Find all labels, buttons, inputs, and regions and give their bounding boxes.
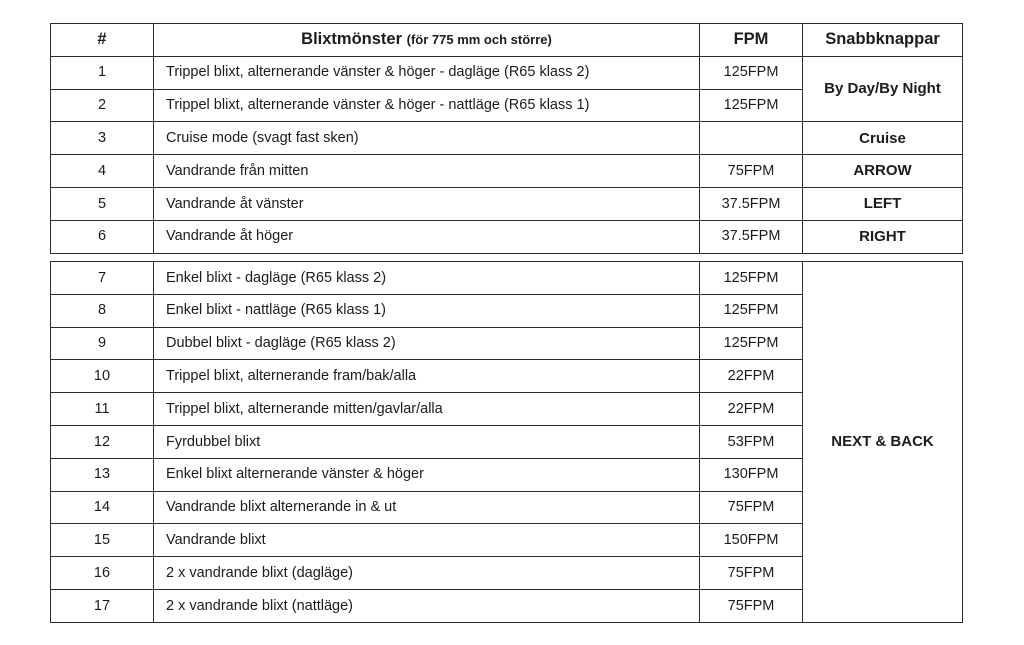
fpm-cell: 125FPM xyxy=(700,262,803,295)
pattern-cell: Vandrande blixt xyxy=(154,524,700,557)
pattern-cell: Vandrande blixt alternerande in & ut xyxy=(154,491,700,524)
table-row xyxy=(51,122,963,155)
pattern-cell: Vandrande från mitten xyxy=(154,155,700,188)
flash-pattern-table-extended xyxy=(50,261,963,623)
fpm-cell: 130FPM xyxy=(700,458,803,491)
column-header-number: # xyxy=(51,24,154,57)
fpm-cell: 22FPM xyxy=(700,393,803,426)
row-number-cell: 3 xyxy=(51,122,154,155)
table-row xyxy=(51,262,963,295)
fpm-cell: 37.5FPM xyxy=(700,187,803,220)
pattern-header-title: Blixtmönster xyxy=(301,30,403,49)
pattern-header-subtitle: (för 775 mm och större) xyxy=(406,32,552,48)
button-cell: ARROW xyxy=(803,155,963,188)
row-number-cell: 7 xyxy=(51,262,154,295)
fpm-cell: 37.5FPM xyxy=(700,220,803,253)
merged-button-cell: NEXT & BACK xyxy=(803,262,963,623)
row-number-cell: 16 xyxy=(51,557,154,590)
table-row xyxy=(51,220,963,253)
button-cell: RIGHT xyxy=(803,220,963,253)
table-row xyxy=(51,155,963,188)
column-header-buttons: Snabbknappar xyxy=(803,24,963,57)
row-number-cell: 6 xyxy=(51,220,154,253)
fpm-cell: 75FPM xyxy=(700,557,803,590)
pattern-cell: 2 x vandrande blixt (nattläge) xyxy=(154,589,700,622)
row-number-cell: 12 xyxy=(51,425,154,458)
row-number-cell: 9 xyxy=(51,327,154,360)
fpm-cell: 75FPM xyxy=(700,589,803,622)
row-number-cell: 15 xyxy=(51,524,154,557)
table-row xyxy=(51,56,963,89)
merged-button-cell: By Day/By Night xyxy=(803,56,963,122)
pattern-cell: Dubbel blixt - dagläge (R65 klass 2) xyxy=(154,327,700,360)
fpm-cell: 125FPM xyxy=(700,56,803,89)
pattern-cell: Enkel blixt - dagläge (R65 klass 2) xyxy=(154,262,700,295)
pattern-cell: Trippel blixt, alternerande fram/bak/alla xyxy=(154,360,700,393)
pattern-cell: Trippel blixt, alternerande vänster & höger - nattläge (R65 klass 1) xyxy=(154,89,700,122)
pattern-cell: Enkel blixt alternerande vänster & höger xyxy=(154,458,700,491)
column-header-fpm: FPM xyxy=(700,24,803,57)
pattern-cell: 2 x vandrande blixt (dagläge) xyxy=(154,557,700,590)
pattern-cell: Trippel blixt, alternerande mitten/gavlar/alla xyxy=(154,393,700,426)
button-cell: Cruise xyxy=(803,122,963,155)
fpm-cell: 125FPM xyxy=(700,327,803,360)
fpm-cell: 75FPM xyxy=(700,155,803,188)
row-number-cell: 5 xyxy=(51,187,154,220)
pattern-cell: Enkel blixt - nattläge (R65 klass 1) xyxy=(154,294,700,327)
row-number-cell: 4 xyxy=(51,155,154,188)
flash-pattern-table-main xyxy=(50,23,963,254)
pattern-cell: Vandrande åt höger xyxy=(154,220,700,253)
pattern-cell: Fyrdubbel blixt xyxy=(154,425,700,458)
row-number-cell: 11 xyxy=(51,393,154,426)
header-row xyxy=(51,24,963,57)
row-number-cell: 2 xyxy=(51,89,154,122)
row-number-cell: 10 xyxy=(51,360,154,393)
fpm-cell: 75FPM xyxy=(700,491,803,524)
fpm-cell: 53FPM xyxy=(700,425,803,458)
fpm-cell: 22FPM xyxy=(700,360,803,393)
column-header-pattern xyxy=(154,24,700,57)
fpm-cell: 125FPM xyxy=(700,89,803,122)
row-number-cell: 8 xyxy=(51,294,154,327)
pattern-cell: Vandrande åt vänster xyxy=(154,187,700,220)
fpm-cell: 150FPM xyxy=(700,524,803,557)
fpm-cell xyxy=(700,122,803,155)
row-number-cell: 1 xyxy=(51,56,154,89)
row-number-cell: 17 xyxy=(51,589,154,622)
pattern-cell: Cruise mode (svagt fast sken) xyxy=(154,122,700,155)
row-number-cell: 13 xyxy=(51,458,154,491)
table-row xyxy=(51,187,963,220)
fpm-cell: 125FPM xyxy=(700,294,803,327)
button-cell: LEFT xyxy=(803,187,963,220)
row-number-cell: 14 xyxy=(51,491,154,524)
pattern-cell: Trippel blixt, alternerande vänster & höger - dagläge (R65 klass 2) xyxy=(154,56,700,89)
